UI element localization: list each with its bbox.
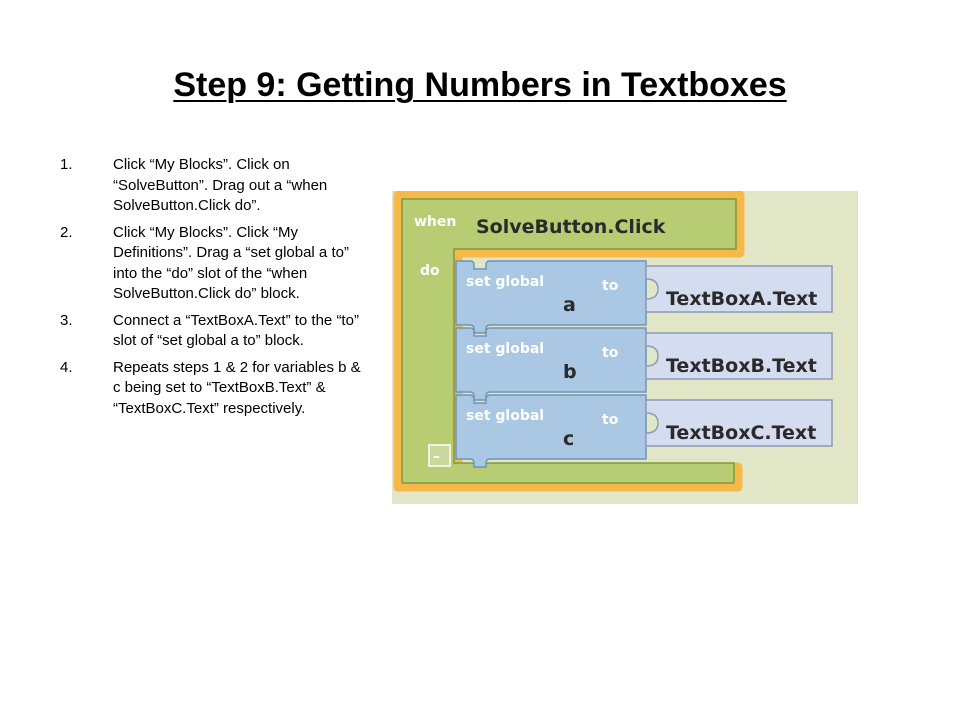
when-label: when [414,214,457,230]
step-number: 4. [60,358,73,376]
do-label: do [420,263,440,279]
step-number: 2. [60,223,73,241]
to-label: to [602,412,619,428]
textbox-b-text-block[interactable] [646,333,832,379]
step-text: Repeats steps 1 & 2 for variables b & c being set to “TextBoxB.Text” & “TextBoxC.Text” respectively. [113,358,361,417]
set-global-label: set global [466,274,545,290]
step-text: Click “My Blocks”. Click on “SolveButton”. Drag out a “when SolveButton.Click do”. [113,156,328,214]
variable-name: a [563,294,576,316]
textbox-a-text-block[interactable] [646,266,832,312]
to-label: to [602,278,619,294]
textbox-c-text-block[interactable] [646,400,832,446]
set-global-c-block[interactable] [456,395,646,467]
textbox-value-label: TextBoxC.Text [666,422,817,444]
set-global-label: set global [466,341,545,357]
to-label: to [602,345,619,361]
step-item [60,358,365,420]
variable-name: c [563,428,575,450]
step-text: Click “My Blocks”. Click “My Definitions”. Drag a “set global a to” into the “do” slot of the “when SolveButton.Click do” block. [113,223,349,302]
step-number: 1. [60,156,73,173]
variable-name: b [563,361,577,383]
blocks-canvas [392,191,858,504]
step-item [60,311,365,352]
step-text: Connect a “TextBoxA.Text” to the “to” slot of “set global a to” block. [113,311,359,349]
collapse-icon: – [433,449,440,465]
set-global-label: set global [466,408,545,424]
event-component-label: SolveButton.Click [476,216,666,238]
slide-title: Step 9: Getting Numbers in Textboxes [173,66,787,104]
textbox-value-label: TextBoxA.Text [666,288,818,310]
set-global-b-block[interactable] [456,328,646,400]
step-item [60,223,365,305]
step-number: 3. [60,311,73,329]
steps-list [60,155,365,425]
blocks-screenshot [392,191,858,504]
textbox-value-label: TextBoxB.Text [666,355,817,377]
step-item [60,155,365,217]
set-global-a-block[interactable] [456,261,646,333]
